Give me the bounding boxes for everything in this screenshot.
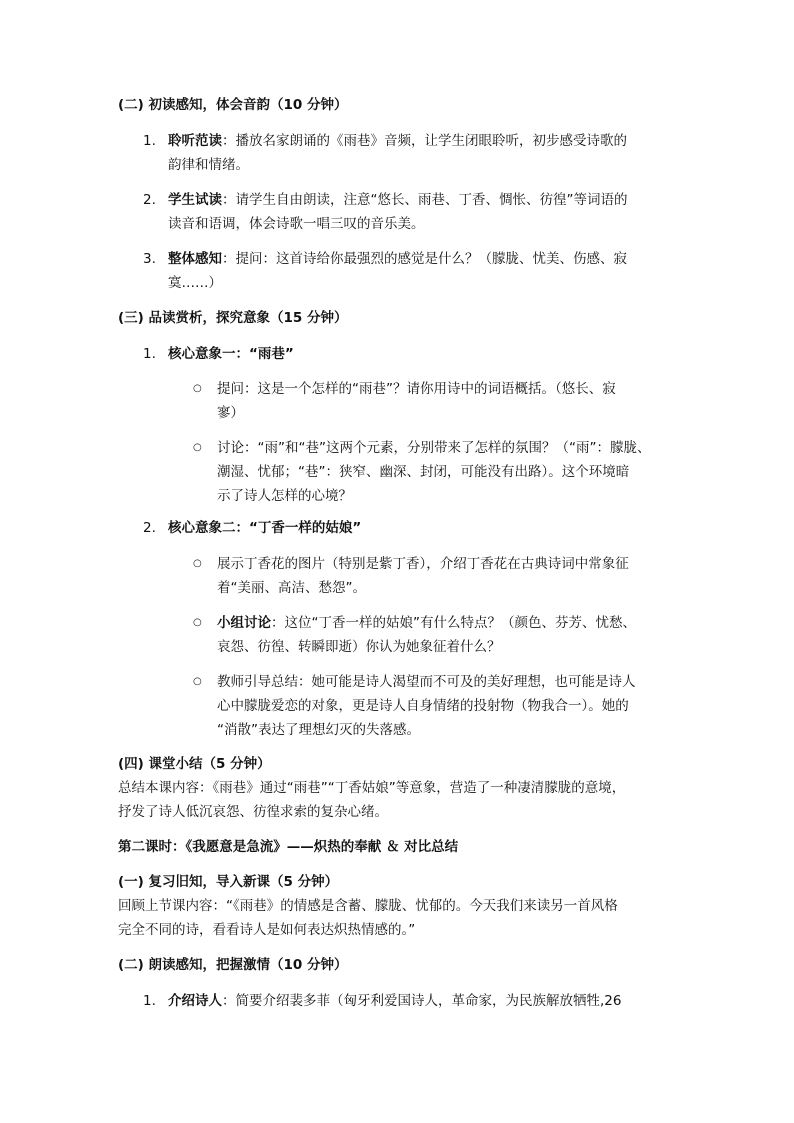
paragraph-line: 抒发了诗人低沉哀怨、彷徨求索的复杂心绪。 bbox=[118, 804, 388, 820]
bullet-item bbox=[217, 610, 636, 636]
bullet-icon: ○ bbox=[193, 442, 202, 453]
section-heading: (四) 课堂小结（5 分钟） bbox=[118, 756, 271, 772]
item-label: 聆听范读 bbox=[168, 133, 222, 149]
list-item bbox=[168, 128, 627, 154]
section-heading: (一) 复习旧知，导入新课（5 分钟） bbox=[118, 874, 339, 890]
section-heading: (二) 朗读感知，把握激情（10 分钟） bbox=[118, 957, 348, 973]
bullet-text: 展示丁香花的图片（特别是紫丁香），介绍丁香花在古典诗词中常象征 bbox=[217, 556, 629, 572]
bullet-text: 提问：这是一个怎样的“雨巷”？请你用诗中的词语概括。（悠长、寂 bbox=[217, 381, 616, 397]
bullet-text: 心中朦胧爱恋的对象，更是诗人自身情绪的投射物（物我合一）。她的 bbox=[217, 698, 629, 714]
section-heading: (二) 初读感知，体会音韵（10 分钟） bbox=[118, 97, 348, 113]
section-heading: (三) 品读赏析，探究意象（15 分钟） bbox=[118, 310, 348, 326]
list-item bbox=[168, 187, 628, 213]
bullet-text: 示了诗人怎样的心境？ bbox=[217, 488, 352, 504]
lesson-heading: 第二课时：《我愿意是急流》——炽热的奉献 ＆ 对比总结 bbox=[118, 839, 459, 855]
bullet-icon: ○ bbox=[193, 617, 202, 628]
bullet-icon: ○ bbox=[193, 383, 202, 394]
bullet-label: 小组讨论 bbox=[217, 615, 271, 631]
bullet-text: 哀怨、彷徨、转瞬即逝）你认为她象征着什么？ bbox=[217, 639, 501, 655]
item-text: ：播放名家朗诵的《雨巷》音频，让学生闭眼聆听，初步感受诗歌的 bbox=[222, 133, 627, 149]
bullet-icon: ○ bbox=[193, 558, 202, 569]
bullet-text: 教师引导总结：她可能是诗人渴望而不可及的美好理想，也可能是诗人 bbox=[217, 674, 636, 690]
item-label: 学生试读 bbox=[168, 192, 222, 208]
list-item bbox=[168, 988, 621, 1014]
subsection-title: 核心意象二：“丁香一样的姑娘” bbox=[168, 520, 362, 536]
bullet-icon: ○ bbox=[193, 676, 202, 687]
item-label: 介绍诗人 bbox=[168, 993, 222, 1009]
item-text: ：提问：这首诗给你最强烈的感觉是什么？（朦胧、忧美、伤感、寂 bbox=[222, 251, 627, 267]
list-number: 2. bbox=[143, 192, 156, 208]
item-text: 读音和语调，体会诗歌一唱三叹的音乐美。 bbox=[168, 216, 425, 232]
item-text: ：简要介绍裴多菲（匈牙利爱国诗人，革命家，为民族解放牺牲,26 bbox=[222, 993, 622, 1009]
list-number: 1. bbox=[143, 346, 156, 362]
bullet-text: 潮湿、忧郁；“巷”：狭窄、幽深、封闭，可能没有出路）。这个环境暗 bbox=[217, 464, 630, 480]
paragraph-line: 回顾上节课内容：“《雨巷》的情感是含蓄、朦胧、忧郁的。今天我们来读另一首风格 bbox=[118, 898, 618, 914]
subsection-title: 核心意象一：“雨巷” bbox=[168, 346, 294, 362]
paragraph-line: 完全不同的诗，看看诗人是如何表达炽热情感的。” bbox=[118, 922, 416, 938]
list-number: 2. bbox=[143, 520, 156, 536]
list-number: 1. bbox=[143, 993, 156, 1009]
item-text: 韵律和情绪。 bbox=[168, 157, 249, 173]
item-text: ：请学生自由朗读，注意“悠长、雨巷、丁香、惆怅、彷徨”等词语的 bbox=[222, 192, 628, 208]
list-item bbox=[168, 246, 627, 272]
bullet-text: “消散”表达了理想幻灭的失落感。 bbox=[217, 722, 420, 738]
bullet-text: 着“美丽、高洁、愁怨”。 bbox=[217, 580, 366, 596]
item-label: 整体感知 bbox=[168, 251, 222, 267]
bullet-text: 讨论：“雨”和“巷”这两个元素，分别带来了怎样的氛围？（“雨”：朦胧、 bbox=[217, 440, 651, 456]
paragraph-line: 总结本课内容：《雨巷》通过“雨巷”“丁香姑娘”等意象，营造了一种凄清朦胧的意境， bbox=[118, 780, 626, 796]
bullet-text: 寥） bbox=[217, 405, 244, 421]
list-number: 1. bbox=[143, 133, 156, 149]
bullet-text: ：这位“丁香一样的姑娘”有什么特点？（颜色、芬芳、忧愁、 bbox=[271, 615, 636, 631]
item-text: 寞……） bbox=[168, 275, 222, 291]
list-number: 3. bbox=[143, 251, 156, 267]
